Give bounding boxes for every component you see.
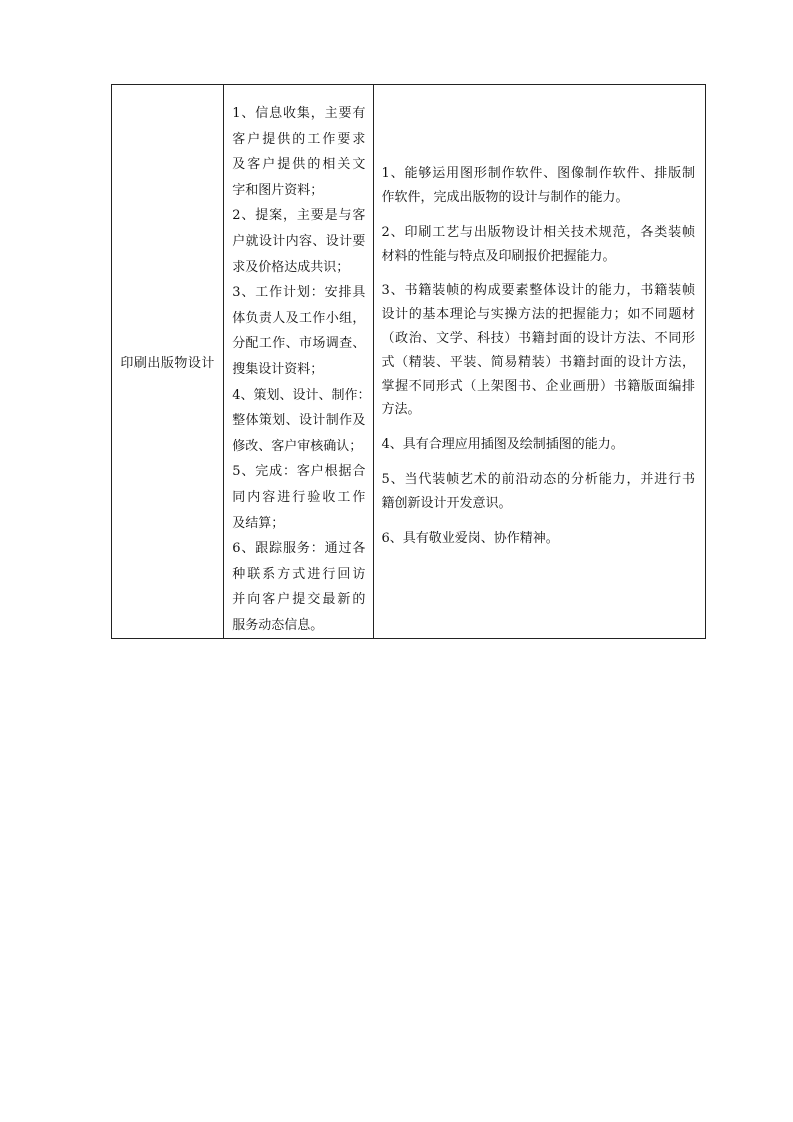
ability-line: 5、当代装帧艺术的前沿动态的分析能力，并进行书 — [381, 471, 695, 487]
work-process-line: 及客户提供的相关文 — [232, 157, 366, 173]
work-process-line: 及结算； — [232, 515, 285, 531]
ability-requirements-cell — [374, 85, 706, 639]
work-process-line: 4、策划、设计、制作： — [232, 387, 371, 403]
ability-item — [381, 433, 695, 457]
task-title: 印刷出版物设计 — [120, 356, 215, 372]
ability-line: 3、书籍装帧的构成要素整体设计的能力，书籍装帧 — [381, 283, 695, 299]
ability-item — [381, 527, 695, 551]
work-process-line: 体负责人及工作小组， — [232, 310, 366, 326]
work-process-line: 5、完成：客户根据合 — [232, 464, 366, 480]
work-process-line: 3、工作计划：安排具 — [232, 285, 366, 301]
ability-line: 式（精装、平装、简易精装）书籍封面的设计方法， — [381, 354, 695, 370]
work-process-line: 服务动态信息。 — [232, 617, 324, 633]
work-process-cell — [224, 85, 374, 639]
work-process-list — [232, 101, 371, 638]
work-process-line: 分配工作、市场调查、 — [232, 336, 366, 352]
ability-line: （政治、文学、科技）书籍封面的设计方法、不同形 — [381, 330, 695, 346]
work-process-line: 2、提案，主要是与客 — [232, 208, 366, 224]
ability-item — [381, 162, 695, 210]
ability-line: 4、具有合理应用插图及绘制插图的能力。 — [381, 437, 624, 453]
ability-line: 籍创新设计开发意识。 — [381, 495, 512, 511]
ability-line: 方法。 — [381, 402, 421, 418]
ability-list — [381, 162, 695, 550]
work-process-line: 整体策划、设计制作及 — [232, 413, 366, 429]
work-process-line: 搜集设计资料； — [232, 361, 324, 377]
task-title-cell — [112, 85, 224, 639]
work-process-line: 户就设计内容、设计要 — [232, 233, 366, 249]
work-process-line: 并向客户提交最新的 — [232, 592, 366, 608]
ability-line: 作软件，完成出版物的设计与制作的能力。 — [381, 189, 629, 205]
work-process-line: 客户提供的工作要求 — [232, 131, 366, 147]
ability-line: 1、能够运用图形制作软件、图像制作软件、排版制 — [381, 166, 695, 182]
work-process-line: 种联系方式进行回访 — [232, 566, 366, 582]
work-process-line: 字和图片资料； — [232, 182, 324, 198]
ability-item — [381, 221, 695, 269]
ability-line: 6、具有敬业爱岗、协作精神。 — [381, 530, 559, 546]
curriculum-table — [111, 84, 706, 639]
table-row — [112, 85, 706, 639]
ability-item — [381, 468, 695, 516]
work-process-line: 同内容进行验收工作 — [232, 489, 366, 505]
ability-line: 材料的性能与特点及印刷报价把握能力。 — [381, 248, 616, 264]
ability-item — [381, 279, 695, 422]
ability-line: 掌握不同形式（上架图书、企业画册）书籍版面编排 — [381, 378, 695, 394]
work-process-line: 6、跟踪服务：通过各 — [232, 541, 366, 557]
work-process-line: 求及价格达成共识； — [232, 259, 350, 275]
work-process-line: 1、信息收集，主要有 — [232, 106, 366, 121]
ability-line: 设计的基本理论与实操方法的把握能力；如不同题材 — [381, 307, 695, 323]
ability-line: 2、印刷工艺与出版物设计相关技术规范，各类装帧 — [381, 224, 695, 240]
work-process-line: 修改、客户审核确认； — [232, 438, 363, 454]
